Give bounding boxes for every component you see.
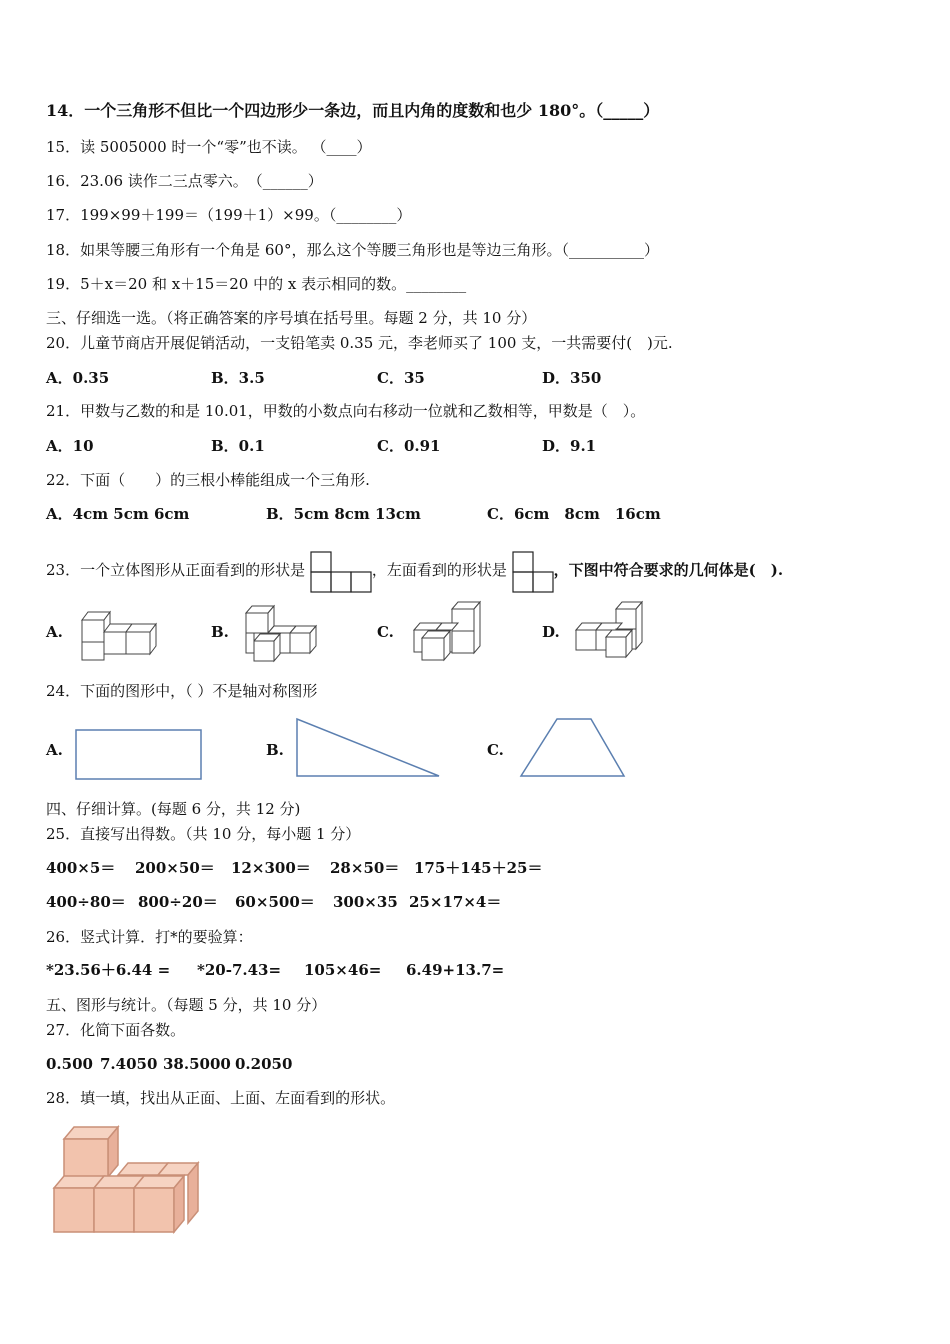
q22-option-b[interactable]: B．5cm 8cm 13cm (266, 505, 421, 523)
q27-item: 0.2050 (235, 1055, 293, 1073)
section-3-heading: 三、仔细选一选。（将正确答案的序号填在括号里。每题 2 分，共 10 分） (46, 309, 537, 327)
question-15: 15．读 5005000 时一个“零”也不读。 （____） (46, 138, 372, 156)
q26-item: 6.49+13.7= (406, 961, 505, 979)
q22-option-a[interactable]: A．4cm 5cm 6cm (46, 505, 190, 523)
q21-option-c[interactable]: C．0.91 (377, 437, 441, 455)
question-27-stem: 27．化简下面各数。 (46, 1021, 186, 1039)
q27-item: 38.5000 (163, 1055, 231, 1073)
question-22-stem: 22．下面（ ）的三根小棒能组成一个三角形. (46, 471, 370, 489)
q23-option-c-solid[interactable] (406, 600, 486, 662)
q23-stem-part-3: ，下图中符合要求的几何体是( ). (553, 561, 784, 579)
q25-r1-item: 28×50＝ (330, 859, 400, 877)
q26-item: 105×46= (304, 961, 382, 979)
q23-option-b-solid[interactable] (240, 603, 320, 663)
q26-item: *20-7.43= (197, 961, 282, 979)
q27-item: 0.500 (46, 1055, 93, 1073)
q25-r1-item: 175＋145＋25＝ (414, 859, 543, 877)
q24-option-b-label[interactable]: B. (266, 741, 284, 759)
question-16: 16．23.06 读作二三点零六。 （______） (46, 172, 323, 190)
q25-r1-item: 12×300＝ (231, 859, 311, 877)
q23-stem-part-2: ，左面看到的形状是 (371, 561, 507, 579)
question-26-stem: 26．竖式计算．打*的要验算： (46, 928, 253, 946)
q20-option-a[interactable]: A．0.35 (46, 369, 110, 387)
q25-r2-item: 400÷80＝ (46, 893, 126, 911)
question-23-stem (46, 549, 783, 593)
q23-stem-part-1: 23．一个立体图形从正面看到的形状是 (46, 561, 306, 579)
question-19: 19．5＋x＝20 和 x＋15＝20 中的 x 表示相同的数。________ (46, 275, 467, 293)
q24-right-triangle[interactable] (294, 716, 444, 780)
q25-r2-item: 60×500＝ (235, 893, 315, 911)
q25-r2-item: 25×17×4＝ (409, 893, 502, 911)
section-4-heading: 四、仔细计算。(每题 6 分，共 12 分) (46, 800, 301, 818)
q23-option-d-label[interactable]: D. (542, 623, 560, 641)
q25-r2-item: 800÷20＝ (138, 893, 218, 911)
question-14: 14．一个三角形不但比一个四边形少一条边，而且内角的度数和也少 180°。（_____） (46, 101, 660, 120)
question-24-stem: 24．下面的图形中，（ ）不是轴对称图形 (46, 682, 318, 700)
q20-option-c[interactable]: C．35 (377, 369, 425, 387)
q20-option-d[interactable]: D．350 (542, 369, 602, 387)
left-view-shape (512, 549, 554, 593)
q24-trapezoid[interactable] (518, 716, 628, 780)
question-20-stem: 20．儿童节商店开展促销活动，一支铅笔卖 0.35 元，李老师买了 100 支，一共需要付( )元. (46, 334, 673, 352)
q25-r2-item: 300×35 (333, 893, 398, 911)
q20-option-b[interactable]: B．3.5 (211, 369, 265, 387)
q23-option-d-solid[interactable] (572, 600, 648, 662)
question-21-stem: 21．甲数与乙数的和是 10.01，甲数的小数点向右移动一位就和乙数相等，甲数是（ ）。 (46, 402, 646, 420)
question-25-stem: 25．直接写出得数。（共 10 分，每小题 1 分） (46, 825, 361, 843)
q23-option-b-label[interactable]: B. (211, 623, 229, 641)
q25-r1-item: 400×5＝ (46, 859, 116, 877)
section-5-heading: 五、图形与统计。（每题 5 分，共 10 分） (46, 996, 327, 1014)
q23-option-c-label[interactable]: C. (377, 623, 394, 641)
q24-option-a-label[interactable]: A. (46, 741, 63, 759)
question-17: 17．199×99＋199＝（199＋1）×99。（________） (46, 206, 412, 224)
q23-option-a-label[interactable]: A. (46, 623, 63, 641)
q21-option-d[interactable]: D．9.1 (542, 437, 597, 455)
q21-option-a[interactable]: A．10 (46, 437, 94, 455)
q25-r1-item: 200×50＝ (135, 859, 215, 877)
q24-option-c-label[interactable]: C. (487, 741, 504, 759)
question-18: 18．如果等腰三角形有一个角是 60°，那么这个等腰三角形也是等边三角形。（__________） (46, 241, 659, 259)
q27-item: 7.4050 (100, 1055, 158, 1073)
q28-cube-stack (48, 1120, 208, 1236)
q22-option-c[interactable]: C．6cm 8cm 16cm (487, 505, 661, 523)
q23-option-a-solid[interactable] (76, 606, 160, 662)
q26-item: *23.56＋6.44 = (46, 961, 171, 979)
q24-rectangle[interactable] (74, 728, 204, 782)
front-view-shape (310, 549, 372, 593)
question-28-stem: 28．填一填，找出从正面、上面、左面看到的形状。 (46, 1089, 396, 1107)
q21-option-b[interactable]: B．0.1 (211, 437, 265, 455)
